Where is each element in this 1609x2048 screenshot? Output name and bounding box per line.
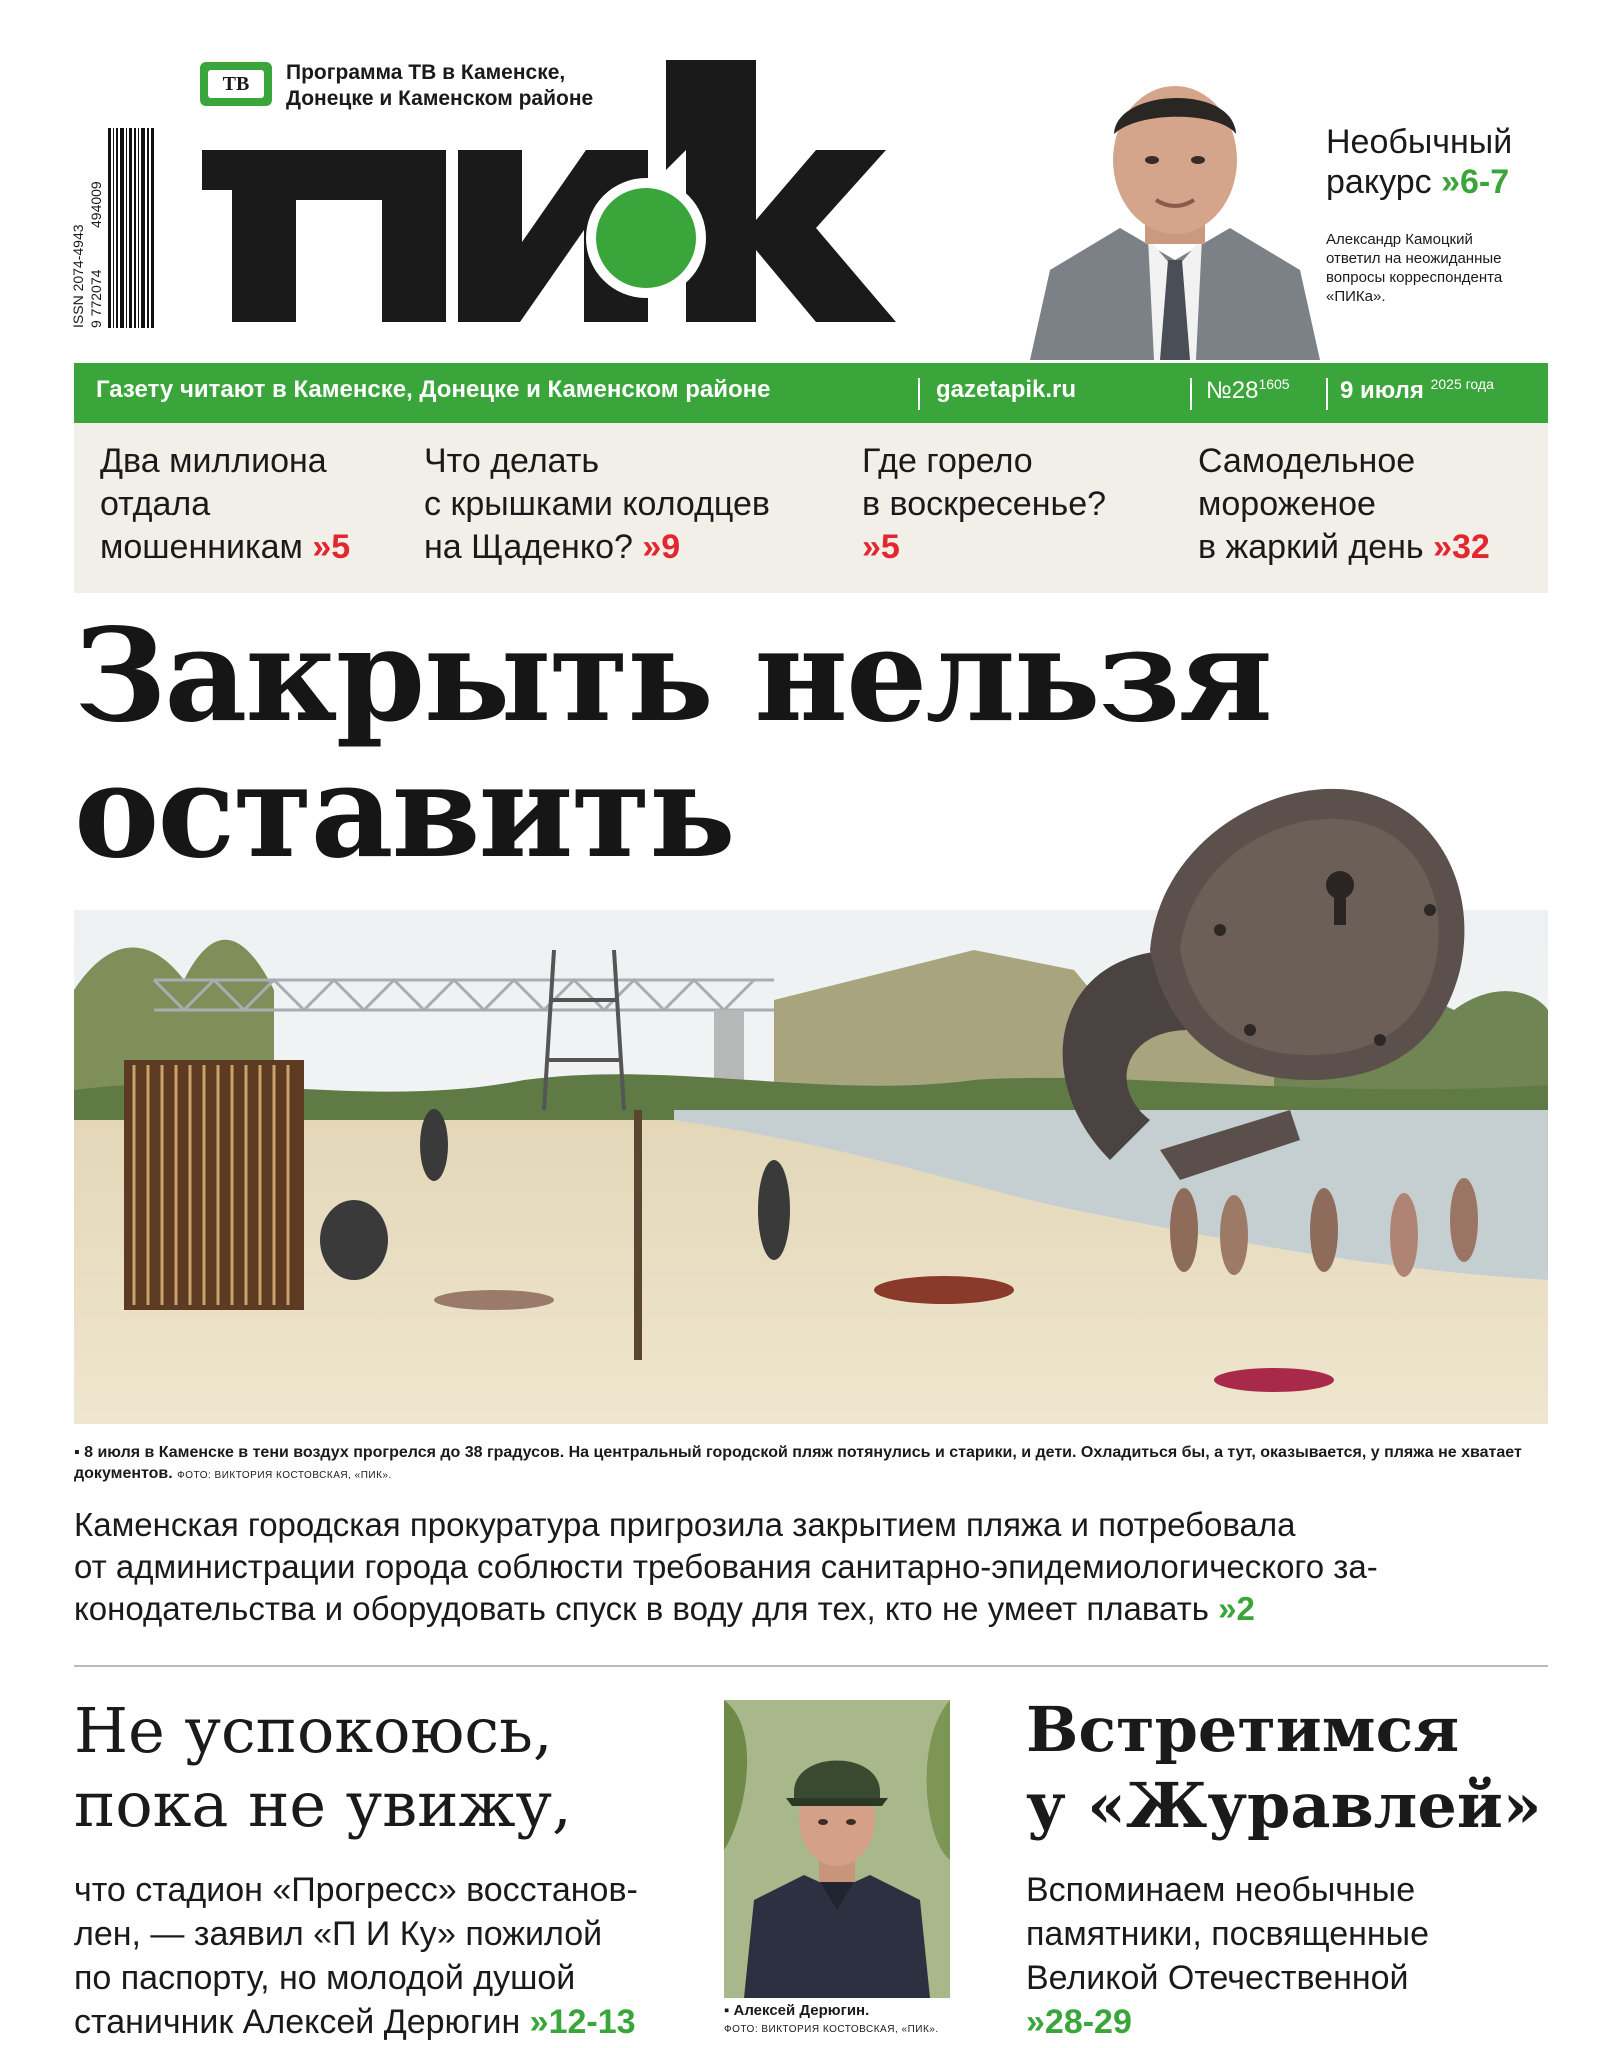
teaser-item[interactable] [424,440,770,569]
teaser-page-ref[interactable]: »5 [862,528,900,566]
right-body-line: памятники, посвященные [1026,1915,1430,1953]
padlock-image [1040,780,1480,1180]
issue-number [1206,376,1290,405]
left-story-body [74,1868,714,2044]
teaser-page-ref[interactable]: »9 [642,528,681,566]
teaser-page-ref[interactable]: »32 [1433,528,1490,566]
teaser-line: мошенникам [100,528,303,566]
teaser-line: на Щаденко? [424,528,633,566]
right-headline-line2: у «Журавлей» [1026,1769,1542,1842]
issue-total: 1605 [1258,376,1290,392]
left-headline-line2: пока не увижу, [74,1768,572,1841]
website-link[interactable]: gazetapik.ru [936,376,1077,403]
left-body-line: лен, — заявил «П И Ку» пожилой [74,1915,603,1953]
teaser-line: в воскресенье? [862,485,1107,523]
issue-number-value: №28 [1206,377,1259,404]
section-divider [74,1665,1548,1667]
portrait-photo [1030,60,1320,360]
headline-line2: оставить [74,737,734,887]
teaser-line: отдала [100,485,211,523]
left-page-ref[interactable]: »12-13 [529,2003,636,2041]
teaser-line: Самодельное [1198,442,1416,480]
barcode [68,128,154,328]
unusual-angle-teaser[interactable] [1326,122,1512,202]
masthead-logo [196,60,896,330]
photo-credit: ФОТО: ВИКТОРИЯ КОСТОВСКАЯ, «ПИК». [177,1470,392,1481]
teaser-line: Где горело [862,442,1033,480]
unusual-caption [1326,230,1586,306]
unusual-page-ref[interactable]: »6-7 [1441,163,1510,201]
lead-line: конодательства и оборудовать спуск в воду для тех, кто не умеет плавать [74,1590,1209,1627]
lead-line: Каменская городская прокуратура пригрозила закрытием пляжа и потребовала [74,1506,1296,1543]
barcode-digits-1: 9 772074 [88,269,104,328]
left-body-line: что стадион «Прогресс» восстанов- [74,1871,638,1909]
right-headline-line1: Встретимся [1026,1693,1460,1766]
unusual-title-line1: Необычный [1326,123,1513,161]
left-body-line: по паспорту, но молодой душой [74,1959,576,1997]
headline-line1: Закрыть нельзя [74,601,1271,751]
lead-line: от администрации города соблюсти требования санитарно-эпидемиологического за- [74,1548,1378,1585]
deryugin-photo [724,1700,950,1998]
tv-badge-label: ТВ [208,70,264,98]
photo-caption: ▪ 8 июля в Каменске в тени воздух прогрелся до 38 градусов. На центральный городской пляж потянулись и старики, и дети. Охладиться бы, а тут, оказывается, у пляжа не хватает документов. ФОТО: ВИКТОРИЯ КОСТОВСКАЯ, «ПИК». [74,1444,1522,1482]
left-story-headline[interactable] [74,1694,572,1842]
photo-caption-text: 8 июля в Каменске в тени воздух прогрелся до 38 градусов. На центральный городской пляж потянулись и старики, и дети. Охладиться бы, а тут, оказывается, у пляжа не хватает документов. [74,1444,1522,1482]
left-headline-line1: Не успокоюсь, [74,1694,553,1767]
issn-label: ISSN 2074-4943 [70,224,86,328]
teaser-item[interactable] [862,440,1106,569]
right-body-line: Великой Отечественной [1026,1959,1409,1997]
strip-divider [1326,378,1328,410]
deryugin-photo-credit: ФОТО: ВИКТОРИЯ КОСТОВСКАЯ, «ПИК». [724,2024,939,2035]
lead-page-ref[interactable]: »2 [1218,1590,1255,1627]
teaser-item[interactable] [100,440,350,569]
right-body-line: Вспоминаем необычные [1026,1871,1416,1909]
readers-note: Газету читают в Каменске, Донецке и Каменском районе [96,376,771,403]
barcode-digits-2: 494009 [88,181,104,228]
deryugin-caption: ▪ Алексей Дерюгин. [724,2002,870,2019]
teaser-item[interactable] [1198,440,1490,569]
unusual-caption-line1: Александр Камоцкий [1326,231,1473,248]
right-story-body [1026,1868,1546,2044]
unusual-title-line2: ракурс [1326,163,1432,201]
tv-program-line2: Донецке и Каменском районе [286,87,594,110]
teaser-line: в жаркий день [1198,528,1424,566]
teaser-line: Что делать [424,442,600,480]
teaser-line: мороженое [1198,485,1376,523]
left-body-line: станичник Алексей Дерюгин [74,2003,521,2041]
unusual-caption-line4: «ПИКа». [1326,288,1386,305]
teaser-line: Два миллиона [100,442,327,480]
strip-divider [918,378,920,410]
issue-year: 2025 года [1430,376,1494,392]
teaser-line: с крышками колодцев [424,485,770,523]
lead-paragraph [74,1504,1548,1630]
strip-divider [1190,378,1192,410]
deryugin-caption-text: Алексей Дерюгин. [733,2002,870,2019]
teaser-page-ref[interactable]: »5 [312,528,351,566]
unusual-caption-line3: вопросы корреспондента [1326,269,1503,286]
right-page-ref[interactable]: »28-29 [1026,2003,1132,2041]
tv-program-line1: Программа ТВ в Каменске, [286,61,566,84]
unusual-caption-line2: ответил на неожиданные [1326,250,1502,267]
right-story-headline[interactable] [1026,1692,1542,1844]
issue-date [1340,376,1494,405]
issue-date-value: 9 июля [1340,377,1424,404]
